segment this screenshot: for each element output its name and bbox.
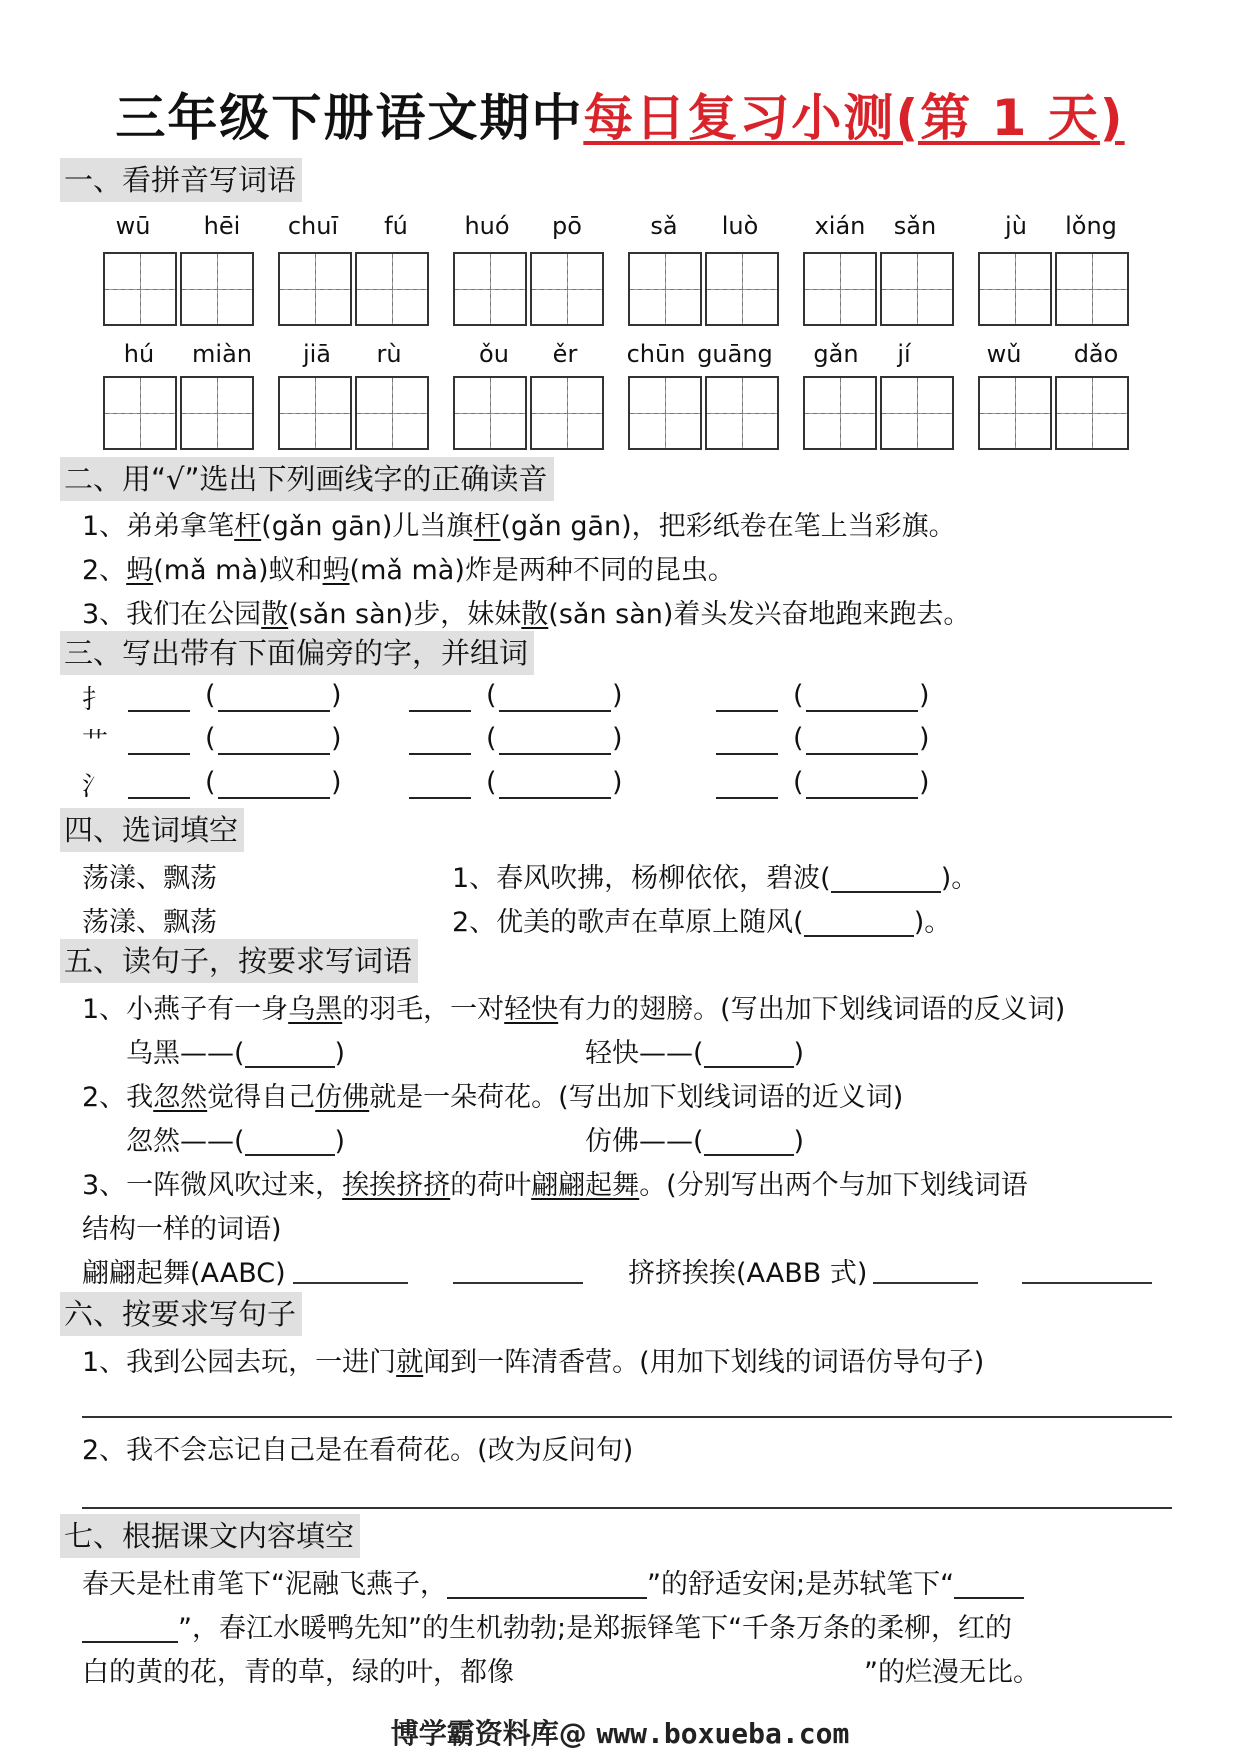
pinyin: wǔ	[986, 340, 1022, 368]
writing-box[interactable]	[705, 376, 779, 450]
answer-blank[interactable]	[804, 909, 914, 937]
text: 的羽毛，一对	[342, 994, 505, 1025]
text: )	[334, 1038, 346, 1069]
radical: 扌	[82, 685, 109, 715]
text: (mǎ mà)蚁和	[153, 555, 323, 586]
answer-blank[interactable]	[704, 1040, 794, 1068]
radical: 艹	[82, 728, 109, 758]
writing-box[interactable]	[103, 376, 177, 450]
word-options-1: 荡漾、飘荡	[82, 863, 217, 894]
pinyin: fú	[384, 212, 408, 240]
synonym-1	[126, 1119, 345, 1158]
paren-left: (	[793, 680, 804, 711]
text: (sǎn sàn)步，妹妹	[288, 599, 522, 630]
question-6-1	[82, 1340, 984, 1379]
passage-line-2	[82, 1606, 1012, 1645]
text: 1、春风吹拂，杨柳依依，碧波(	[452, 863, 831, 894]
pinyin-row-1	[0, 212, 1240, 252]
page-title	[0, 78, 1240, 150]
answer-blank[interactable]	[218, 771, 330, 799]
question-5-3	[82, 1163, 1028, 1202]
question-4-1	[452, 856, 978, 895]
pinyin: chūn	[626, 340, 686, 368]
answer-blank[interactable]	[716, 684, 778, 712]
writing-box[interactable]	[530, 376, 604, 450]
answer-blank[interactable]	[716, 771, 778, 799]
underlined-char: 蚂	[126, 555, 154, 586]
writing-boxes-row-2	[0, 376, 1240, 450]
underlined-word: 忽然	[153, 1082, 208, 1113]
text: 闻到一阵清香营。(用加下划线的词语仿导句子)	[423, 1347, 985, 1378]
paren-left: (	[486, 767, 497, 798]
underlined-char: 杆	[473, 511, 501, 542]
text: 2、我	[82, 1082, 154, 1113]
text: )。	[913, 907, 952, 938]
text: 轻快——(	[585, 1038, 704, 1069]
answer-blank[interactable]	[499, 727, 611, 755]
section-3-header: 三、写出带有下面偏旁的字，并组词	[60, 631, 534, 675]
pinyin: miàn	[192, 340, 252, 368]
underlined-word: 轻快	[504, 994, 559, 1025]
answer-blank[interactable]	[806, 771, 918, 799]
paren-right: )	[919, 680, 930, 711]
answer-line[interactable]	[873, 1280, 978, 1284]
pinyin: sǎn	[893, 212, 937, 240]
answer-blank[interactable]	[409, 771, 471, 799]
underlined-char: 散	[261, 599, 289, 630]
answer-blank[interactable]	[954, 1571, 1024, 1599]
writing-box[interactable]	[355, 376, 429, 450]
section-7-header: 七、根据课文内容填空	[60, 1514, 360, 1558]
text: 忽然——(	[126, 1126, 245, 1157]
answer-blank[interactable]	[128, 727, 190, 755]
text: 觉得自己	[207, 1082, 316, 1113]
text: 仿佛——(	[585, 1126, 704, 1157]
antonym-2	[585, 1031, 804, 1070]
passage-line-1	[82, 1562, 1024, 1601]
question-5-3-cont: 结构一样的词语)	[82, 1214, 282, 1245]
paren-right: )	[612, 767, 623, 798]
answer-blank[interactable]	[409, 684, 471, 712]
pinyin: wū	[115, 212, 151, 240]
answer-blank[interactable]	[218, 727, 330, 755]
writing-box[interactable]	[978, 252, 1052, 326]
text: 的荷叶	[450, 1170, 532, 1201]
section-4-header: 四、选词填空	[60, 808, 244, 852]
text: 2、	[82, 555, 127, 586]
writing-box[interactable]	[180, 376, 254, 450]
writing-box[interactable]	[705, 252, 779, 326]
writing-box[interactable]	[453, 376, 527, 450]
paren-left: (	[486, 723, 497, 754]
text: 。(分别写出两个与加下划线词语	[639, 1170, 1028, 1201]
footer-watermark	[0, 1712, 1240, 1752]
answer-blank[interactable]	[806, 684, 918, 712]
text: 春天是杜甫笔下“泥融飞燕子，	[82, 1569, 447, 1600]
paren-right: )	[331, 680, 342, 711]
aabc-label: 翩翩起舞(AABC)	[82, 1258, 286, 1289]
writing-box[interactable]	[180, 252, 254, 326]
paren-left: (	[793, 767, 804, 798]
answer-blank[interactable]	[245, 1040, 335, 1068]
answer-line[interactable]	[293, 1280, 408, 1284]
writing-box[interactable]	[978, 376, 1052, 450]
footer-url: www.boxueba.com	[596, 1717, 850, 1750]
paren-left: (	[793, 723, 804, 754]
pinyin: huó	[464, 212, 510, 240]
text: 1、小燕子有一身	[82, 994, 289, 1025]
answer-blank[interactable]	[499, 684, 611, 712]
underlined-word: 就	[396, 1347, 424, 1378]
pinyin: hēi	[203, 212, 241, 240]
writing-box[interactable]	[530, 252, 604, 326]
writing-box[interactable]	[880, 376, 954, 450]
paren-right: )	[612, 680, 623, 711]
writing-box[interactable]	[880, 252, 954, 326]
section-1-header: 一、看拼音写词语	[60, 158, 302, 202]
word-options-2: 荡漾、飘荡	[82, 907, 217, 938]
footer-brand: 博学霸资料库@	[390, 1717, 597, 1750]
paren-left: (	[486, 680, 497, 711]
underlined-word: 翩翩起舞	[531, 1170, 640, 1201]
answer-blank[interactable]	[806, 727, 918, 755]
answer-blank[interactable]	[447, 1571, 647, 1599]
pinyin: dǎo	[1073, 340, 1119, 368]
answer-blank[interactable]	[128, 771, 190, 799]
pinyin: xián	[814, 212, 866, 240]
section-2-header: 二、用“√”选出下列画线字的正确读音	[60, 457, 554, 501]
answer-line[interactable]	[1022, 1280, 1152, 1284]
text: 2、优美的歌声在草原上随风(	[452, 907, 804, 938]
question-4-2	[452, 900, 951, 939]
writing-box[interactable]	[278, 376, 352, 450]
paren-right: )	[919, 723, 930, 754]
text: ”的烂漫无比。	[864, 1657, 1040, 1688]
writing-box[interactable]	[453, 252, 527, 326]
title-black: 三年级下册语文期中	[115, 89, 584, 147]
answer-blank[interactable]	[409, 727, 471, 755]
writing-box[interactable]	[803, 376, 877, 450]
writing-box[interactable]	[1055, 376, 1129, 450]
pinyin: jí	[897, 340, 911, 368]
paren-left: (	[205, 723, 216, 754]
pinyin: guāng	[697, 340, 773, 368]
answer-blank[interactable]	[499, 771, 611, 799]
writing-box[interactable]	[803, 252, 877, 326]
writing-box[interactable]	[355, 252, 429, 326]
text: 就是一朵荷花。(写出加下划线词语的近义词)	[369, 1082, 904, 1113]
question-5-2	[82, 1075, 903, 1114]
question-6-2: 2、我不会忘记自己是在看荷花。(改为反问句)	[82, 1435, 634, 1466]
text: (gǎn gān)，把彩纸卷在笔上当彩旗。	[500, 511, 956, 542]
answer-line[interactable]	[453, 1280, 583, 1284]
section-6-header: 六、按要求写句子	[60, 1292, 302, 1336]
writing-boxes-row-1	[0, 252, 1240, 326]
paren-right: )	[919, 767, 930, 798]
text: 3、一阵微风吹过来，	[82, 1170, 343, 1201]
pinyin: jù	[1005, 212, 1027, 240]
passage-line-3	[82, 1650, 1040, 1689]
question-2-3	[82, 592, 970, 631]
writing-box[interactable]	[628, 252, 702, 326]
text: 乌黑——(	[126, 1038, 245, 1069]
text: 1、我到公园去玩，一进门	[82, 1347, 397, 1378]
paren-left: (	[205, 680, 216, 711]
writing-box[interactable]	[1055, 252, 1129, 326]
text: 3、我们在公园	[82, 599, 262, 630]
text: 白的黄的花，青的草，绿的叶，都像	[82, 1657, 514, 1688]
pinyin: pō	[552, 212, 582, 240]
aabb-label: 挤挤挨挨(AABB 式)	[628, 1258, 868, 1289]
text: (mǎ mà)炸是两种不同的昆虫。	[349, 555, 735, 586]
underlined-char: 散	[521, 599, 549, 630]
text: ”，春江水暖鸭先知”的生机勃勃;是郑振铎笔下“千条万条的柔柳，红的	[178, 1613, 1013, 1644]
text: ”的舒适安闲;是苏轼笔下“	[647, 1569, 955, 1600]
antonym-1	[126, 1031, 345, 1070]
question-5-1	[82, 987, 1065, 1026]
underlined-word: 挨挨挤挤	[342, 1170, 451, 1201]
text: 有力的翅膀。(写出加下划线词语的反义词)	[558, 994, 1066, 1025]
pinyin: gǎn	[813, 340, 859, 368]
question-2-2	[82, 548, 735, 587]
answer-blank[interactable]	[82, 1615, 178, 1643]
paren-left: (	[205, 767, 216, 798]
pinyin: sǎ	[650, 212, 678, 240]
text: )	[334, 1126, 346, 1157]
pinyin: jiā	[302, 340, 332, 368]
radical: 氵	[82, 772, 109, 802]
answer-line[interactable]	[82, 1414, 1172, 1418]
section-5-header: 五、读句子，按要求写词语	[60, 939, 418, 983]
question-2-1	[82, 504, 956, 543]
title-red: 每日复习小测(第 1 天)	[583, 89, 1125, 147]
synonym-2	[585, 1119, 804, 1158]
writing-box[interactable]	[278, 252, 352, 326]
answer-blank[interactable]	[218, 684, 330, 712]
answer-blank[interactable]	[831, 865, 941, 893]
pinyin: luò	[721, 212, 759, 240]
pinyin: chuī	[287, 212, 339, 240]
paren-right: )	[331, 767, 342, 798]
text: 1、弟弟拿笔	[82, 511, 235, 542]
answer-line[interactable]	[82, 1505, 1172, 1509]
answer-blank[interactable]	[245, 1128, 335, 1156]
text: (sǎn sàn)着头发兴奋地跑来跑去。	[548, 599, 971, 630]
pinyin-row-2	[0, 340, 1240, 380]
writing-box[interactable]	[628, 376, 702, 450]
pinyin: rù	[376, 340, 402, 368]
text: )	[793, 1126, 805, 1157]
underlined-word: 仿佛	[315, 1082, 370, 1113]
paren-right: )	[612, 723, 623, 754]
underlined-word: 乌黑	[288, 994, 343, 1025]
pinyin: ǒu	[479, 340, 509, 368]
pinyin: hú	[123, 340, 155, 368]
pinyin: ěr	[552, 340, 578, 368]
text: )	[793, 1038, 805, 1069]
underlined-char: 杆	[234, 511, 262, 542]
answer-blank[interactable]	[716, 727, 778, 755]
underlined-char: 蚂	[322, 555, 350, 586]
answer-blank[interactable]	[128, 684, 190, 712]
text: )。	[940, 863, 979, 894]
writing-box[interactable]	[103, 252, 177, 326]
paren-right: )	[331, 723, 342, 754]
text: (gǎn gān)儿当旗	[261, 511, 474, 542]
answer-blank[interactable]	[704, 1128, 794, 1156]
pinyin: lǒng	[1065, 212, 1117, 240]
